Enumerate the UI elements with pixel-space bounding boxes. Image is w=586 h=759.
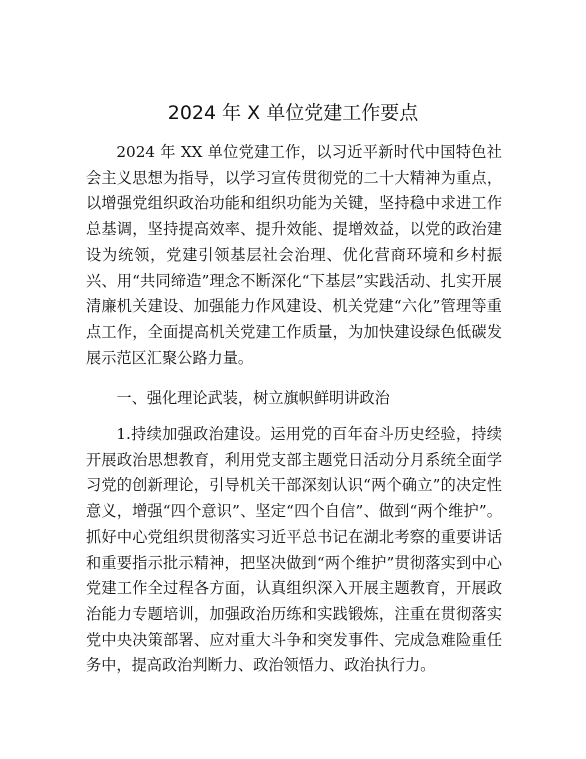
- intro-paragraph: 2024 年 XX 单位党建工作，以习近平新时代中国特色社会主义思想为指导，以学习宣传贯彻党的二十大精神为重点，以增强党组织政治功能和组织功能为关键，坚持稳中求进工作总基调，坚持提高效率、提升效能、提增效益，以党的政治建设为统领，党建引领基层社会治理、优化营商环境和乡村振兴、用“共同缔造”理念不断深化“下基层”实践活动、扎实开展清廉机关建设、加强能力作风建设、机关党建“六化”管理等重点工作，全面提高机关党建工作质量，为加快建设绿色低碳发展示范区汇聚公路力量。: [86, 143, 502, 367]
- document-title: 2024 年 X 单位党建工作要点: [167, 102, 419, 124]
- section-heading: 一、强化理论武装，树立旗帜鲜明讲政治: [116, 389, 390, 407]
- section-paragraph: 1.持续加强政治建设。运用党的百年奋斗历史经验，持续开展政治思想教育，利用党支部主题党日活动分月系统全面学习党的创新理论，引导机关干部深刻认识“两个确立”的决定性意义，增强“四个意识”、坚定“四个自信”、做到“两个维护”。抓好中心党组织贯彻落实习近平总书记在湖北考察的重要讲话和重要指示批示精神，把坚决做到“两个维护”贯彻落实到中心党建工作全过程各方面，认真组织深入开展主题教育，开展政治能力专题培训，加强政治历练和实践锻炼，注重在贯彻落实党中央决策部署、应对重大斗争和突发事件、完成急难险重任务中，提高政治判断力、政治领悟力、政治执行力。: [86, 425, 502, 675]
